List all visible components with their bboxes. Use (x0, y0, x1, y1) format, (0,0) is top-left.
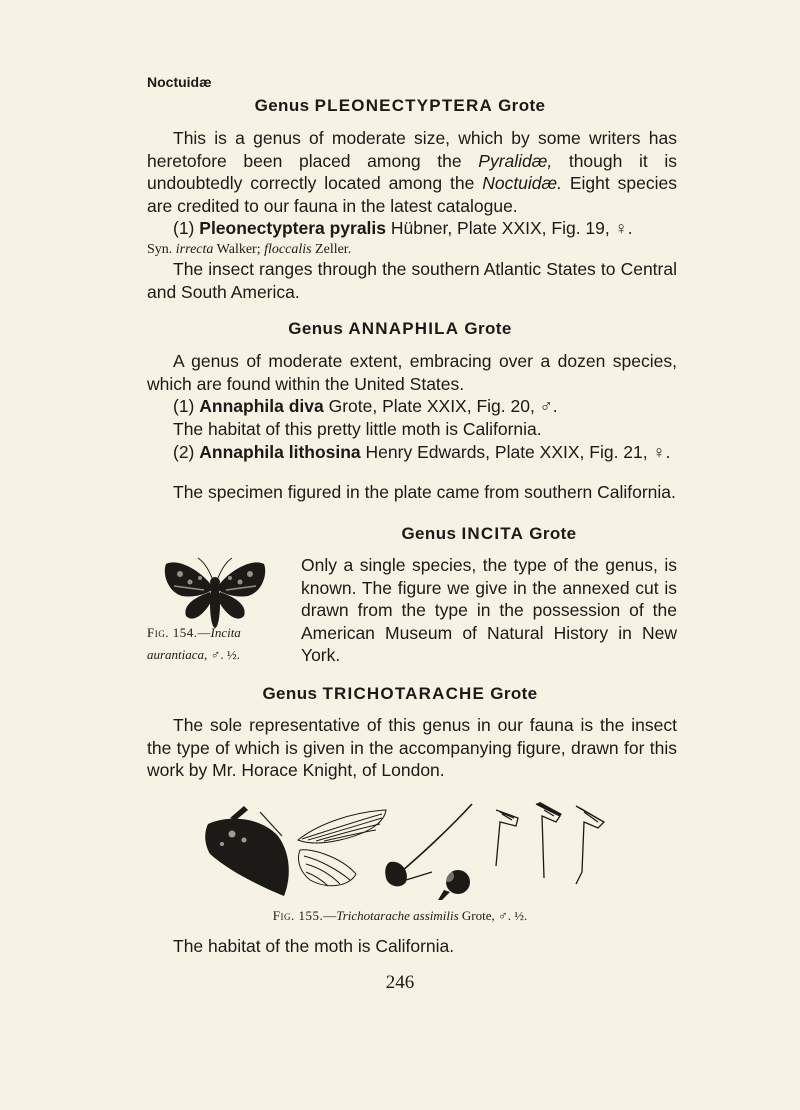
intro-italic-family: Noctuidæ. (482, 173, 562, 193)
heading-genus-name: INCITA (461, 524, 525, 543)
annaphila-species-2 (147, 441, 677, 464)
figure-154-caption (147, 622, 297, 666)
heading-prefix: Genus (288, 319, 344, 338)
annaphila-species-1-habitat: The habitat of this pretty little moth is California. (173, 419, 542, 439)
species-number: (2) (173, 442, 195, 462)
heading-prefix: Genus (254, 96, 310, 115)
figure-155-caption (0, 908, 800, 924)
species-reference: Henry Edwards, Plate XXIX, Fig. 21, ♀. (365, 442, 671, 462)
species-name: Pleonectyptera pyralis (199, 218, 387, 238)
synonym: floccalis (264, 242, 312, 257)
moth-figure-155 (200, 800, 625, 905)
heading-prefix: Genus (262, 684, 318, 703)
trichotarache-habitat: The habitat of the moth is California. (173, 936, 455, 956)
heading-author: Grote (490, 684, 538, 703)
caption-dash: — (323, 908, 337, 923)
heading-genus-name: TRICHOTARACHE (322, 684, 486, 703)
page-number: 246 (385, 972, 415, 993)
species-number: (1) (173, 396, 195, 416)
figure-label: Fig. 154. (147, 625, 198, 640)
intro-text: This is a genus of moderate size, which by some writers has heretofore been placed among the (147, 128, 677, 171)
pleonectyptera-habitat: The insect ranges through the southern Atlantic States to Central and South America. (147, 259, 677, 302)
caption-dash: — (197, 625, 211, 640)
caption-species: Trichotarache assimilis (336, 908, 459, 923)
heading-author: Grote (529, 524, 577, 543)
heading-incita (301, 524, 677, 544)
synonym-author: Zeller. (315, 242, 352, 257)
species-number: (1) (173, 218, 195, 238)
syn-label: Syn. (147, 242, 173, 257)
caption-species: Incita aurantiaca, (147, 625, 241, 662)
pleonectyptera-synonyms (147, 240, 677, 260)
heading-trichotarache (0, 684, 800, 704)
heading-prefix: Genus (401, 524, 457, 543)
annaphila-intro: A genus of moderate extent, embracing over a dozen species, which are found within the United States. (147, 351, 677, 394)
heading-author: Grote (464, 319, 512, 338)
synonym-author: Walker; (216, 242, 261, 257)
incita-text: Only a single species, the type of the genus, is known. The figure we give in the annexed cut is drawn from the type in the possession of the American Museum of Natural History in New York. (301, 555, 677, 665)
intro-text: though it is undoubtedly correctly located among the (147, 150, 677, 193)
annaphila-species-2-habitat: The specimen figured in the plate came from southern California. (173, 482, 676, 502)
species-name: Annaphila diva (199, 396, 324, 416)
heading-pleonectyptera (0, 96, 800, 116)
caption-scale: ♂. ½. (210, 647, 240, 662)
figure-label: Fig. 155. (272, 908, 324, 923)
heading-genus-name: PLEONECTYPTERA (314, 96, 493, 115)
species-name: Annaphila lithosina (199, 442, 361, 462)
pleonectyptera-intro (147, 127, 677, 217)
heading-author: Grote (498, 96, 546, 115)
running-head: Noctuidæ (147, 74, 212, 90)
species-reference: Grote, Plate XXIX, Fig. 20, ♂. (328, 396, 558, 416)
annaphila-species-1 (147, 395, 677, 418)
pleonectyptera-species-1 (147, 217, 677, 240)
heading-genus-name: ANNAPHILA (348, 319, 460, 338)
synonym: irrecta (175, 242, 214, 257)
intro-italic-family: Pyralidæ, (478, 150, 553, 171)
heading-annaphila (0, 319, 800, 339)
caption-scale: Grote, ♂. ½. (461, 908, 528, 923)
species-reference: Hübner, Plate XXIX, Fig. 19, ♀. (390, 218, 633, 238)
intro-text: Eight species are credited to our fauna in the latest catalogue. (147, 173, 677, 216)
trichotarache-text: The sole representative of this genus in our fauna is the insect the type of which is given in the accompanying figure, drawn for this work by Mr. Horace Knight, of London. (147, 715, 677, 780)
